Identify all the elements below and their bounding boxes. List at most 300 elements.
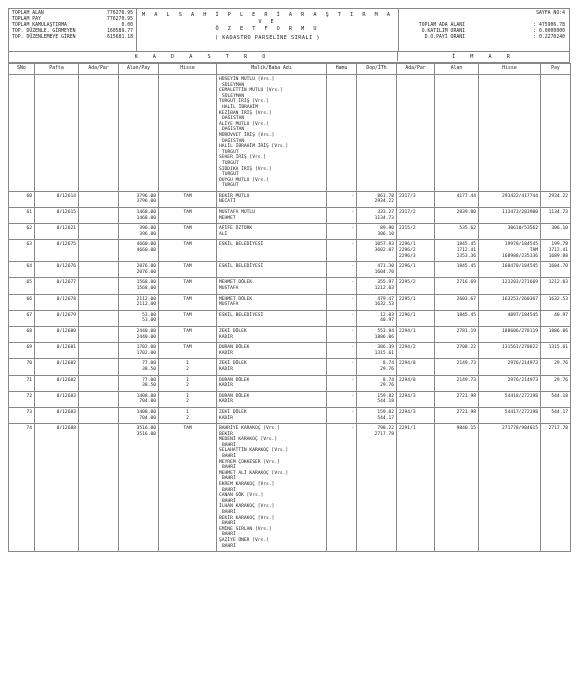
cell-imar-hisse (479, 391, 541, 407)
cell-alan-line: 2112.00 (136, 302, 156, 308)
cell-sno: 64 (9, 262, 35, 278)
owner-line: HALİL İBRAHİM (222, 104, 258, 110)
cell-imar-pay-line: 29.76 (554, 361, 568, 367)
cell-malik (217, 391, 327, 407)
cell-imar-hisse (479, 240, 541, 262)
cell-hamu: - (327, 262, 357, 278)
cell-alan-line: 38.50 (142, 383, 156, 389)
owner-line: TURGUT (222, 149, 239, 155)
col-hisse: Hisse (159, 64, 217, 75)
cell-imar-alan-line: 1845.45 (456, 264, 476, 270)
cell-imar-hisse-line: 160470/184545 (502, 264, 538, 270)
cell-imar-pay (541, 240, 571, 262)
cell-malik (217, 326, 327, 342)
cell-imar-ada (397, 240, 435, 262)
table-row (9, 310, 571, 326)
cell-imar-ada-line: 2317/3 (399, 193, 416, 199)
cell-alan-line: 4660.00 (136, 242, 156, 248)
cell-dop-line: 29.76 (380, 366, 394, 372)
table-row (9, 359, 571, 375)
cell-hisse-line: TAM (183, 226, 192, 232)
cell-imar-pay (541, 310, 571, 326)
cell-imar-hisse-line: 293422/417744 (502, 193, 538, 199)
cell-imar-alan-line: 9840.15 (456, 426, 476, 432)
cell-dop (357, 262, 397, 278)
cell-hisse-line: TAM (183, 296, 192, 302)
owner-line: CANAN GÖK [Vrs.] (219, 493, 264, 499)
cell-pafta: 0/12621 (35, 224, 79, 240)
summary-label: TOPLAM KAMULAŞTIRMA (12, 23, 67, 28)
cell-imar-hisse-line: 168988/235336 (502, 253, 538, 259)
cell-imar-hisse (479, 375, 541, 391)
cell-hisse (159, 359, 217, 375)
summary-value: : 0.0000000 (533, 29, 565, 34)
cell-imar-pay-line: 1886.06 (548, 328, 568, 334)
cell-imar-alan-line: 1712.41 (456, 248, 476, 254)
cell-hamu: - (327, 208, 357, 224)
owner-line: KADİR (219, 383, 233, 389)
owner-line: DURAN DÖLEK (219, 377, 250, 383)
cell-dop-line: 89.90 (380, 226, 394, 232)
cell-ada (79, 326, 119, 342)
cell-dop-line: 471.30 (377, 264, 394, 270)
cell-dop-line: 159.82 (377, 393, 394, 399)
owner-line: ESKİL BELEDİYESİ (219, 242, 264, 248)
cell-malik (217, 310, 327, 326)
owner-line: DURAN DÖLEK (219, 345, 250, 351)
cell-imar-ada-line: 2295/2 (399, 280, 416, 286)
summary-value: 0.00 (121, 23, 133, 28)
owner-line: KADİR (219, 334, 233, 340)
cell-hamu: - (327, 191, 357, 207)
cell-alan (119, 375, 159, 391)
owner-line: BAHRİ (222, 465, 236, 471)
owner-line: SÜLEYMAN (222, 93, 245, 99)
cell-imar-hisse (479, 262, 541, 278)
owner-line: BAHRİ (222, 476, 236, 482)
owner-line: MEHMET ALİ KARAKOÇ [Vrs.] (219, 470, 289, 476)
cell-alan-line: 1702.00 (136, 350, 156, 356)
cell-imar-hisse (479, 424, 541, 552)
cell-dop-line: 544.17 (377, 415, 394, 421)
cell-ada (79, 262, 119, 278)
cell-dop-line: 2717.78 (374, 431, 394, 437)
cell-imar-ada-line: 2296/1 (399, 312, 416, 318)
cell-dop-line: 12.03 (380, 312, 394, 318)
col-malik: Malik/Baba Adı (217, 64, 327, 75)
cell-alan-line: 396.00 (139, 231, 156, 237)
cell-hisse (159, 375, 217, 391)
cell-imar-pay (541, 294, 571, 310)
cell-imar-hisse (479, 407, 541, 423)
cell-dop-line: 1315.61 (374, 350, 394, 356)
cell-malik (217, 407, 327, 423)
cell-hisse (159, 343, 217, 359)
cell-imar-hisse (479, 224, 541, 240)
owner-line: SÜLEYMAN (222, 82, 245, 88)
cell-sno: 73 (9, 407, 35, 423)
cell-dop-line: 333.27 (377, 210, 394, 216)
cell-sno: 61 (9, 208, 35, 224)
ratio-panel (399, 9, 569, 51)
owner-line: MEYREM ÇOKKESER [Vrs.] (219, 459, 280, 465)
owner-line: KEZİBAN İRİŞ [Vrs.] (219, 110, 272, 116)
owner-line: BAHRİ (222, 487, 236, 493)
cell-imar-pay-line: 1712.41 (548, 248, 568, 254)
cell-dop-line: 861.78 (377, 193, 394, 199)
cell-sno: 62 (9, 224, 35, 240)
cell-imar-ada-line: 2295/1 (399, 296, 416, 302)
cell-malik (217, 359, 327, 375)
cell-pafta: 0/12614 (35, 191, 79, 207)
cell-hisse (159, 191, 217, 207)
cell-imar-pay-line: 1689.88 (548, 253, 568, 259)
cell-imar-alan (435, 224, 479, 240)
cell-imar-pay (541, 191, 571, 207)
cell-dop-line: 3602.07 (374, 248, 394, 254)
cell-hamu: - (327, 240, 357, 262)
cell-hisse-line: 2 (186, 399, 189, 405)
cell-hisse-line: TAM (183, 426, 192, 432)
cell-sno: 66 (9, 294, 35, 310)
cell-ada (79, 407, 119, 423)
cell-dop-line: 8.74 (382, 361, 394, 367)
cell-hamu: - (327, 424, 357, 552)
cell-hamu: - (327, 310, 357, 326)
form-sort-note: ( KADASTRO PARSELİNE SIRALI ) (214, 35, 321, 41)
cell-ada (79, 208, 119, 224)
cell-alan-line: 3796.00 (136, 199, 156, 205)
cell-ada (79, 391, 119, 407)
section-kadastro: K A D A S T R O (9, 52, 398, 61)
cell-imar-pay (541, 407, 571, 423)
cell-hisse-line: TAM (183, 312, 192, 318)
cell-malik (217, 294, 327, 310)
cell-imar-ada (397, 224, 435, 240)
cell-imar-hisse-line: 54417/272198 (504, 409, 538, 415)
cell-pafta (35, 75, 79, 192)
cell-imar-hisse (479, 208, 541, 224)
table-row (9, 294, 571, 310)
cell-alan (119, 262, 159, 278)
cell-sno: 74 (9, 424, 35, 552)
cell-imar-alan-line: 2781.19 (456, 328, 476, 334)
col-pafta: Pafta (35, 64, 79, 75)
cell-imar-pay (541, 262, 571, 278)
cell-hamu: - (327, 326, 357, 342)
section-headers (8, 52, 570, 63)
owner-line: MUSTAFA (219, 302, 239, 308)
cell-imar-ada (397, 208, 435, 224)
owner-line: BEKİR KARAKOÇ [Vrs.] (219, 515, 275, 521)
cell-imar-hisse-line: 113473/283900 (502, 210, 538, 216)
cell-hisse (159, 407, 217, 423)
cell-dop-line: 355.97 (377, 280, 394, 286)
table-row (9, 75, 571, 192)
cell-imar-ada-line: 2294/3 (399, 409, 416, 415)
cell-hisse-line: 2 (186, 366, 189, 372)
cell-dop (357, 294, 397, 310)
owner-line: MEHMET (219, 215, 236, 221)
cell-alan-line: 3796.00 (136, 193, 156, 199)
table-row (9, 375, 571, 391)
summary-label: O.KATILIM ORANI (421, 29, 465, 34)
cell-imar-ada (397, 343, 435, 359)
cell-imar-alan (435, 75, 479, 192)
cell-dop (357, 326, 397, 342)
col-hamu: Hamu (327, 64, 357, 75)
cell-imar-pay (541, 208, 571, 224)
cell-imar-ada (397, 278, 435, 294)
cell-hisse-line: TAM (183, 193, 192, 199)
cell-imar-alan (435, 326, 479, 342)
cell-pafta: 0/12683 (35, 391, 79, 407)
cell-hisse-line: TAM (183, 210, 192, 216)
owner-line: BAHRİ (222, 442, 236, 448)
cell-malik (217, 224, 327, 240)
cell-hisse-line: 1 (186, 377, 189, 383)
summary-value: 776270.95 (107, 17, 133, 22)
cell-ada (79, 343, 119, 359)
cell-imar-alan (435, 391, 479, 407)
owner-line: BAHRİ (222, 510, 236, 515)
cell-imar-ada-line: 2296/1 (399, 264, 416, 270)
cell-alan-line: 2112.00 (136, 296, 156, 302)
cell-dop (357, 191, 397, 207)
cell-hisse-line: 2 (186, 383, 189, 389)
cell-imar-alan-line: 1845.45 (456, 312, 476, 318)
summary-row (403, 35, 565, 41)
cell-dop (357, 224, 397, 240)
owner-line: EMİNE SIRLAN [Vrs.] (219, 526, 272, 532)
cell-ada (79, 310, 119, 326)
owner-line: DAĞISTAN (222, 127, 245, 133)
cell-dop-line: 306.10 (377, 231, 394, 237)
cell-imar-ada (397, 310, 435, 326)
summary-label: TOP. DÜZENLE. GİRMEYEN (12, 29, 76, 34)
cell-imar-pay (541, 359, 571, 375)
summary-value: 615681.18 (107, 35, 133, 40)
cell-imar-ada (397, 191, 435, 207)
owner-line: ESKİL BELEDİYESİ (219, 312, 264, 318)
cell-imar-alan (435, 191, 479, 207)
cell-ada (79, 424, 119, 552)
cell-dop-line: 159.82 (377, 409, 394, 415)
cell-imar-pay-line: 306.10 (551, 226, 568, 232)
col-imar-ada: Ada/Par (397, 64, 435, 75)
cell-imar-pay-line: 40.97 (554, 312, 568, 318)
cell-ada (79, 240, 119, 262)
cell-imar-alan-line: 2721.98 (456, 393, 476, 399)
cell-hisse-line: 1 (186, 393, 189, 399)
cell-hisse-line: TAM (183, 242, 192, 248)
cell-imar-ada-line: 2294/1 (399, 328, 416, 334)
cell-imar-pay-line: 199.78 (551, 242, 568, 248)
owner-line: ZEKİ DÖLEK (219, 409, 247, 415)
cell-imar-hisse-line: 271778/984015 (502, 426, 538, 432)
cell-hisse-line: TAM (183, 264, 192, 270)
cell-hamu: - (327, 224, 357, 240)
cell-alan (119, 224, 159, 240)
owner-line: SIDDIKA İRİŞ [Vrs.] (219, 166, 272, 172)
cell-dop (357, 343, 397, 359)
cell-sno (9, 75, 35, 192)
cell-pafta: 0/12677 (35, 278, 79, 294)
cell-imar-pay-line: 2934.22 (548, 193, 568, 199)
cell-imar-ada-line: 2296/1 (399, 242, 416, 248)
cell-alan (119, 310, 159, 326)
cell-imar-hisse-line: TAM (529, 248, 538, 254)
table-header-row (9, 64, 571, 75)
owner-line: AFİFE ÖZTÜRK (219, 226, 253, 232)
owner-line: MEDENİ KARAKOÇ [Vrs.] (219, 437, 278, 443)
cell-alan-line: 1568.00 (136, 286, 156, 291)
cell-malik (217, 208, 327, 224)
table-row (9, 391, 571, 407)
cell-malik (217, 240, 327, 262)
cell-dop-line: 386.39 (377, 345, 394, 351)
cell-imar-ada-line: 2317/2 (399, 210, 416, 216)
cell-dop-line: 2934.22 (374, 199, 394, 205)
cell-alan (119, 359, 159, 375)
cell-alan (119, 278, 159, 294)
cell-dop (357, 359, 397, 375)
cell-hisse-line: 1 (186, 409, 189, 415)
cell-hisse (159, 75, 217, 192)
cell-dop-line: 1057.93 (374, 242, 394, 248)
owner-line: DURAN DÖLEK (219, 393, 250, 399)
page-number: SAYFA NO:4 (536, 11, 565, 16)
cell-hamu: - (327, 375, 357, 391)
cell-imar-pay (541, 75, 571, 192)
cell-imar-ada (397, 294, 435, 310)
owner-line: MEHMET DÖLEK (219, 296, 253, 302)
cell-malik (217, 278, 327, 294)
owner-line: TURGUT İRİŞ [Vrs.] (219, 99, 269, 105)
col-sno: SNo (9, 64, 35, 75)
cell-alan-line: 38.50 (142, 366, 156, 372)
cell-imar-hisse-line: 163253/260367 (502, 296, 538, 302)
owner-line: İLHAN KARAKOÇ [Vrs.] (219, 504, 275, 510)
summary-value: : 475906.78 (533, 23, 565, 28)
cell-sno: 71 (9, 375, 35, 391)
owner-line: HÜSEYİN MUTLU [Vrs.] (219, 77, 275, 82)
cell-dop (357, 424, 397, 552)
owner-line: ZEKİ DÖLEK (219, 328, 247, 334)
cell-imar-ada (397, 407, 435, 423)
cell-ada (79, 224, 119, 240)
cell-hisse (159, 310, 217, 326)
cell-imar-hisse (479, 75, 541, 192)
owner-line: KADİR (219, 415, 233, 421)
form-title: M A L S A H İ P L E R İ A R A Ş T I R M A (141, 12, 394, 18)
cell-dop-line: 553.94 (377, 328, 394, 334)
owner-line: BAHRİ (222, 532, 236, 538)
cell-hisse (159, 224, 217, 240)
cell-dop-line: 29.76 (380, 383, 394, 389)
cell-imar-ada-line: 2296/2 (399, 248, 416, 254)
cell-dop (357, 278, 397, 294)
summary-label: D.O.PAYI ORANI (424, 35, 465, 40)
cell-pafta: 0/12679 (35, 310, 79, 326)
cell-alan-line: 3516.00 (136, 431, 156, 437)
owner-line: MUSTAFA (219, 286, 239, 291)
cell-hisse (159, 391, 217, 407)
owner-line: SELAHATTİN KARAKOÇ [Vrs.] (219, 448, 289, 454)
owner-line: KADİR (219, 350, 233, 356)
cell-imar-ada (397, 391, 435, 407)
cell-hamu: - (327, 407, 357, 423)
cell-alan (119, 407, 159, 423)
cell-imar-pay (541, 343, 571, 359)
cell-sno: 60 (9, 191, 35, 207)
cell-dop-line: 1632.53 (374, 302, 394, 308)
owner-line: MÜRÜVVET İRİŞ [Vrs.] (219, 132, 275, 138)
summary-row (12, 35, 133, 41)
cell-imar-alan (435, 208, 479, 224)
cell-imar-pay-line: 29.76 (554, 377, 568, 383)
cell-imar-hisse-line: 4097/184545 (507, 312, 538, 318)
cell-imar-pay-line: 544.18 (551, 393, 568, 399)
cell-ada (79, 191, 119, 207)
cell-dop (357, 375, 397, 391)
cell-imar-alan-line: 2839.00 (456, 210, 476, 216)
cell-alan-line: 1468.00 (136, 210, 156, 216)
cell-malik (217, 262, 327, 278)
owner-line: BAHRİ (222, 521, 236, 527)
cell-imar-ada-line: 2294/8 (399, 361, 416, 367)
cell-imar-alan (435, 310, 479, 326)
cell-hisse (159, 208, 217, 224)
cell-imar-hisse-line: 121203/271669 (502, 280, 538, 286)
cell-imar-hisse-line: 2976/214973 (507, 361, 538, 367)
cell-imar-hisse-line: 131561/270822 (502, 345, 538, 351)
cell-imar-ada-line: 2294/2 (399, 345, 416, 351)
cell-dop-line: 8.74 (382, 377, 394, 383)
cell-alan (119, 294, 159, 310)
cell-alan-line: 77.00 (142, 361, 156, 367)
cell-imar-ada (397, 359, 435, 375)
owner-line: MEHMET DÖLEK (219, 280, 253, 286)
summary-label: TOPLAM PAY (12, 17, 41, 22)
cell-sno: 72 (9, 391, 35, 407)
cell-dop-line: 1134.73 (374, 215, 394, 221)
cell-alan (119, 240, 159, 262)
ratio-list (403, 23, 565, 41)
cell-imar-pay (541, 375, 571, 391)
cell-imar-alan-line: 2149.73 (456, 377, 476, 383)
owner-line: EKREM KARAKOÇ [Vrs.] (219, 482, 275, 488)
cell-dop (357, 240, 397, 262)
cell-hisse-line: TAM (183, 345, 192, 351)
cell-alan-line: 4660.00 (136, 248, 156, 254)
cell-hisse (159, 262, 217, 278)
cell-hisse-line: 2 (186, 415, 189, 421)
cell-pafta: 0/12683 (35, 407, 79, 423)
owner-line: ALİYE MUTLU [Vrs.] (219, 121, 269, 127)
cell-ada (79, 278, 119, 294)
cell-imar-ada-line: 2294/8 (399, 377, 416, 383)
table-row (9, 224, 571, 240)
cell-hamu: - (327, 278, 357, 294)
cell-pafta: 0/12680 (35, 326, 79, 342)
owner-line: HALİL İBRAHİM İRİŞ [Vrs.] (219, 144, 289, 150)
cell-alan-line: 53.00 (142, 312, 156, 318)
cell-sno: 67 (9, 310, 35, 326)
cell-pafta: 0/12682 (35, 375, 79, 391)
cell-alan-line: 704.00 (139, 415, 156, 421)
cell-imar-alan (435, 375, 479, 391)
